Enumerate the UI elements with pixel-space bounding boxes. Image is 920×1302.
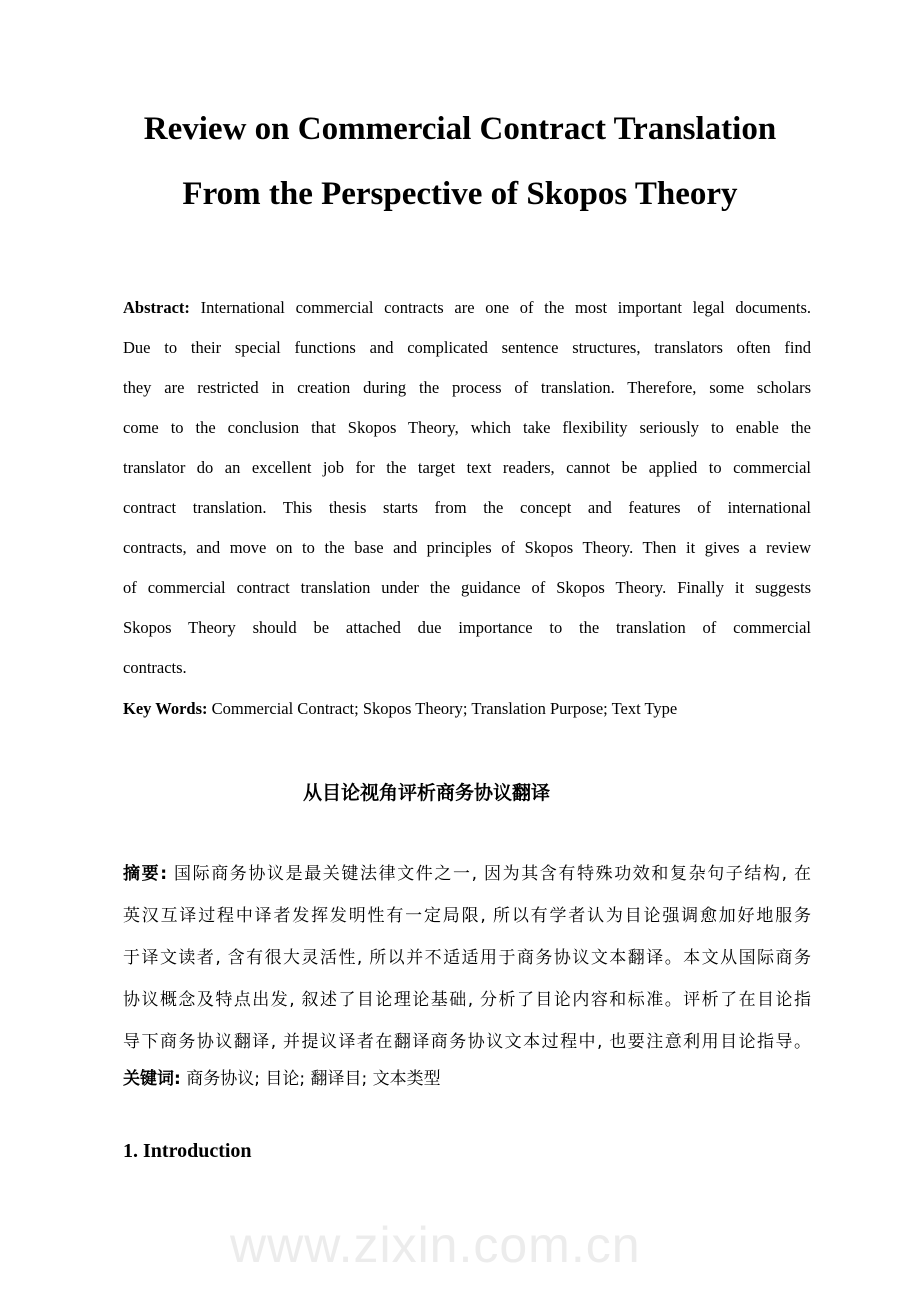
zh-keywords-text: 商务协议; 目论; 翻译目; 文本类型	[186, 1069, 441, 1089]
abstract-line	[123, 298, 811, 318]
abstract-line: contracts, and move on to the base and principles of Skopos Theory. Then it gives a review	[123, 538, 811, 557]
abstract-line: contract translation. This thesis starts from the concept and features of international	[123, 498, 811, 517]
abstract-line: they are restricted in creation during the process of translation. Therefore, some scholars	[123, 378, 811, 397]
abstract-line: contracts.	[123, 658, 187, 677]
keywords-text: Commercial Contract; Skopos Theory; Translation Purpose; Text Type	[211, 699, 678, 718]
abstract-line: come to the conclusion that Skopos Theory, which take flexibility seriously to enable the	[123, 418, 811, 437]
zh-title: 从目论视角评析商务协议翻译	[302, 782, 550, 804]
abstract-line: Skopos Theory should be attached due importance to the translation of commercial	[123, 618, 811, 637]
abstract-line: of commercial contract translation under the guidance of Skopos Theory. Finally it suggests	[123, 578, 811, 597]
keywords-line	[123, 699, 811, 719]
zh-abstract-line: 导下商务协议翻译, 并提议译者在翻译商务协议文本过程中, 也要注意利用目论指导。	[123, 1032, 811, 1052]
abstract-line: translator do an excellent job for the target text readers, cannot be applied to commercial	[123, 458, 811, 477]
section-heading-introduction: 1. Introduction	[123, 1140, 252, 1162]
keywords-label: Key Words:	[123, 699, 208, 718]
title-line-2: From the Perspective of Skopos Theory	[182, 176, 738, 212]
watermark: www.zixin.com.cn	[230, 1217, 641, 1273]
zh-abstract-line	[123, 859, 811, 884]
abstract-label: Abstract:	[123, 298, 190, 317]
zh-abstract-line: 于译文读者, 含有很大灵活性, 所以并不适适用于商务协议文本翻译。本文从国际商务	[123, 948, 811, 968]
zh-abstract-text: 国际商务协议是最关键法律文件之一, 因为其含有特殊功效和复杂句子结构, 在	[174, 864, 811, 884]
zh-abstract-line: 协议概念及特点出发, 叙述了目论理论基础, 分析了目论内容和标准。评析了在目论指	[123, 990, 811, 1010]
abstract-line: Due to their special functions and complicated sentence structures, translators often find	[123, 338, 811, 357]
zh-keywords-line	[123, 1064, 811, 1089]
zh-keywords-label: 关键词:	[123, 1069, 181, 1089]
zh-abstract-label: 摘要:	[123, 864, 167, 884]
abstract-text: International commercial contracts are one of the most important legal documents.	[200, 298, 811, 317]
title-line-1: Review on Commercial Contract Translation	[143, 111, 777, 147]
zh-abstract-line: 英汉互译过程中译者发挥发明性有一定局限, 所以有学者认为目论强调愈加好地服务	[123, 906, 811, 926]
